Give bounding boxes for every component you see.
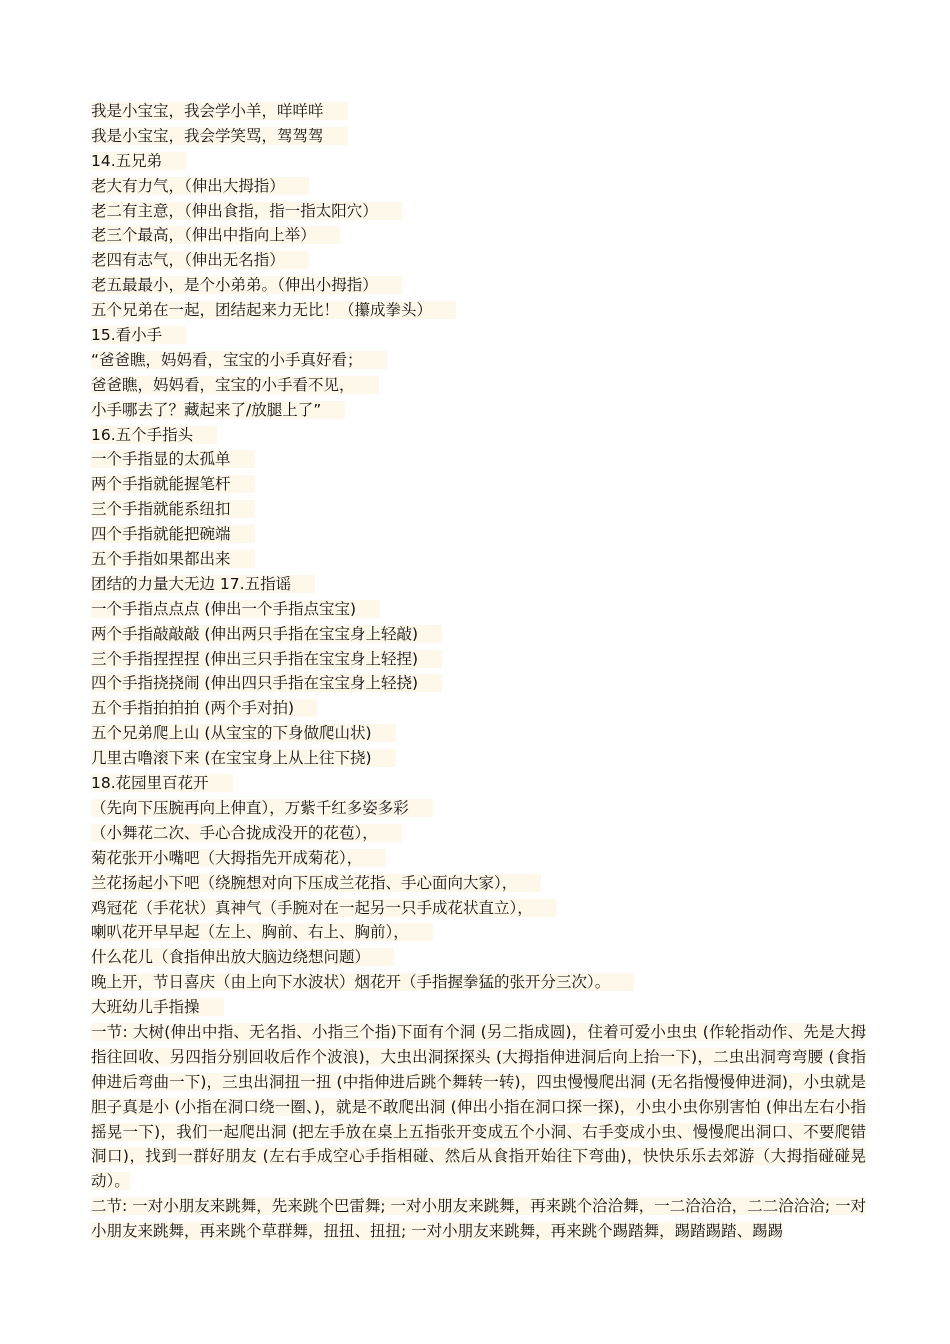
text-line: 两个手指敲敲敲 (伸出两只手指在宝宝身上轻敲) [91, 622, 866, 647]
section-heading: 15.看小手 [91, 323, 866, 348]
text-line: 五个手指如果都出来 [91, 547, 866, 572]
text-line: 一个手指点点点 (伸出一个手指点宝宝) [91, 597, 866, 622]
text-line: 菊花张开小嘴吧（大拇指先开成菊花）， [91, 846, 866, 871]
text-line: （小舞花二次、手心合拢成没开的花苞）， [91, 821, 866, 846]
text-line: 五个兄弟在一起，团结起来力无比！（攥成拳头） [91, 298, 866, 323]
text-line: 五个兄弟爬上山 (从宝宝的下身做爬山状) [91, 721, 866, 746]
document-body [91, 99, 866, 1244]
section-heading: 大班幼儿手指操 [91, 995, 866, 1020]
text-line: 兰花扬起小下吧（绕腕想对向下压成兰花指、手心面向大家）， [91, 871, 866, 896]
text-line: 两个手指就能握笔杆 [91, 472, 866, 497]
text-line: 爸爸瞧，妈妈看，宝宝的小手看不见， [91, 373, 866, 398]
text-line: 老二有主意，（伸出食指，指一指太阳穴） [91, 199, 866, 224]
text-line: 三个手指就能系纽扣 [91, 497, 866, 522]
text-line: 什么花儿（食指伸出放大脑边绕想问题） [91, 945, 866, 970]
text-line: 四个手指就能把碗端 [91, 522, 866, 547]
text-line: 几里古噜滚下来 (在宝宝身上从上往下挠) [91, 746, 866, 771]
text-line: 我是小宝宝，我会学小羊，咩咩咩 [91, 99, 866, 124]
text-line: 老大有力气，（伸出大拇指） [91, 174, 866, 199]
paragraph-section-one: 一节: 大树(伸出中指、无名指、小指三个指)下面有个洞 (另二指成圆)，住着可爱小虫虫 (作轮指动作、先是大拇指往回收、另四指分别回收后作个波浪)，大虫出洞探探头 (大拇指伸进洞后向上抬一下)，二虫出洞弯弯腰 (食指伸进后弯曲一下)，三虫出洞扭一扭 (中指伸进后跳个舞转一转)，四虫慢慢爬出洞 (无名指慢慢伸进洞)，小虫就是胆子真是小 (小指在洞口绕一圈、)，就是不敢爬出洞 (伸出小指在洞口探一探)，小虫小虫你别害怕 (伸出左右小指摇晃一下)，我们一起爬出洞 (把左手放在桌上五指张开变成五个小洞、右手变成小虫、慢慢爬出洞口、不要爬错洞口)，找到一群好朋友 (左右手成空心手指相碰、然后从食指开始往下弯曲)，快快乐乐去郊游（大拇指碰碰晃动）。 [91, 1022, 866, 1191]
text-line: 我是小宝宝，我会学笑骂，驾驾驾 [91, 124, 866, 149]
text-line: “爸爸瞧，妈妈看，宝宝的小手真好看； [91, 348, 866, 373]
text-line: 四个手指挠挠闹 (伸出四只手指在宝宝身上轻挠) [91, 671, 866, 696]
text-line: 团结的力量大无边 17.五指谣 [91, 572, 866, 597]
text-line: 老四有志气，（伸出无名指） [91, 248, 866, 273]
text-line: 老五最最小，是个小弟弟。（伸出小拇指） [91, 273, 866, 298]
text-line: 喇叭花开早早起（左上、胸前、右上、胸前）， [91, 920, 866, 945]
section-heading: 16.五个手指头 [91, 423, 866, 448]
section-heading: 14.五兄弟 [91, 149, 866, 174]
text-line: 鸡冠花（手花状）真神气（手腕对在一起另一只手成花状直立）， [91, 896, 866, 921]
text-line: 小手哪去了？藏起来了/放腿上了” [91, 398, 866, 423]
text-line: 老三个最高，（伸出中指向上举） [91, 223, 866, 248]
text-line: 五个手指拍拍拍 (两个手对拍) [91, 696, 866, 721]
paragraph-section-two: 二节: 一对小朋友来跳舞，先来跳个巴雷舞; 一对小朋友来跳舞，再来跳个洽洽舞，一二洽洽洽，二二洽洽洽; 一对小朋友来跳舞，再来跳个草群舞，扭扭、扭扭; 一对小朋友来跳舞，再来跳个踢踏舞，踢踏踢踏、踢踢 [91, 1197, 866, 1241]
section-heading: 18.花园里百花开 [91, 771, 866, 796]
text-line: 晚上开，节日喜庆（由上向下水波状）烟花开（手指握拳猛的张开分三次）。 [91, 970, 866, 995]
text-line: 一个手指显的太孤单 [91, 447, 866, 472]
text-line: （先向下压腕再向上伸直），万紫千红多姿多彩 [91, 796, 866, 821]
text-line: 三个手指捏捏捏 (伸出三只手指在宝宝身上轻捏) [91, 647, 866, 672]
